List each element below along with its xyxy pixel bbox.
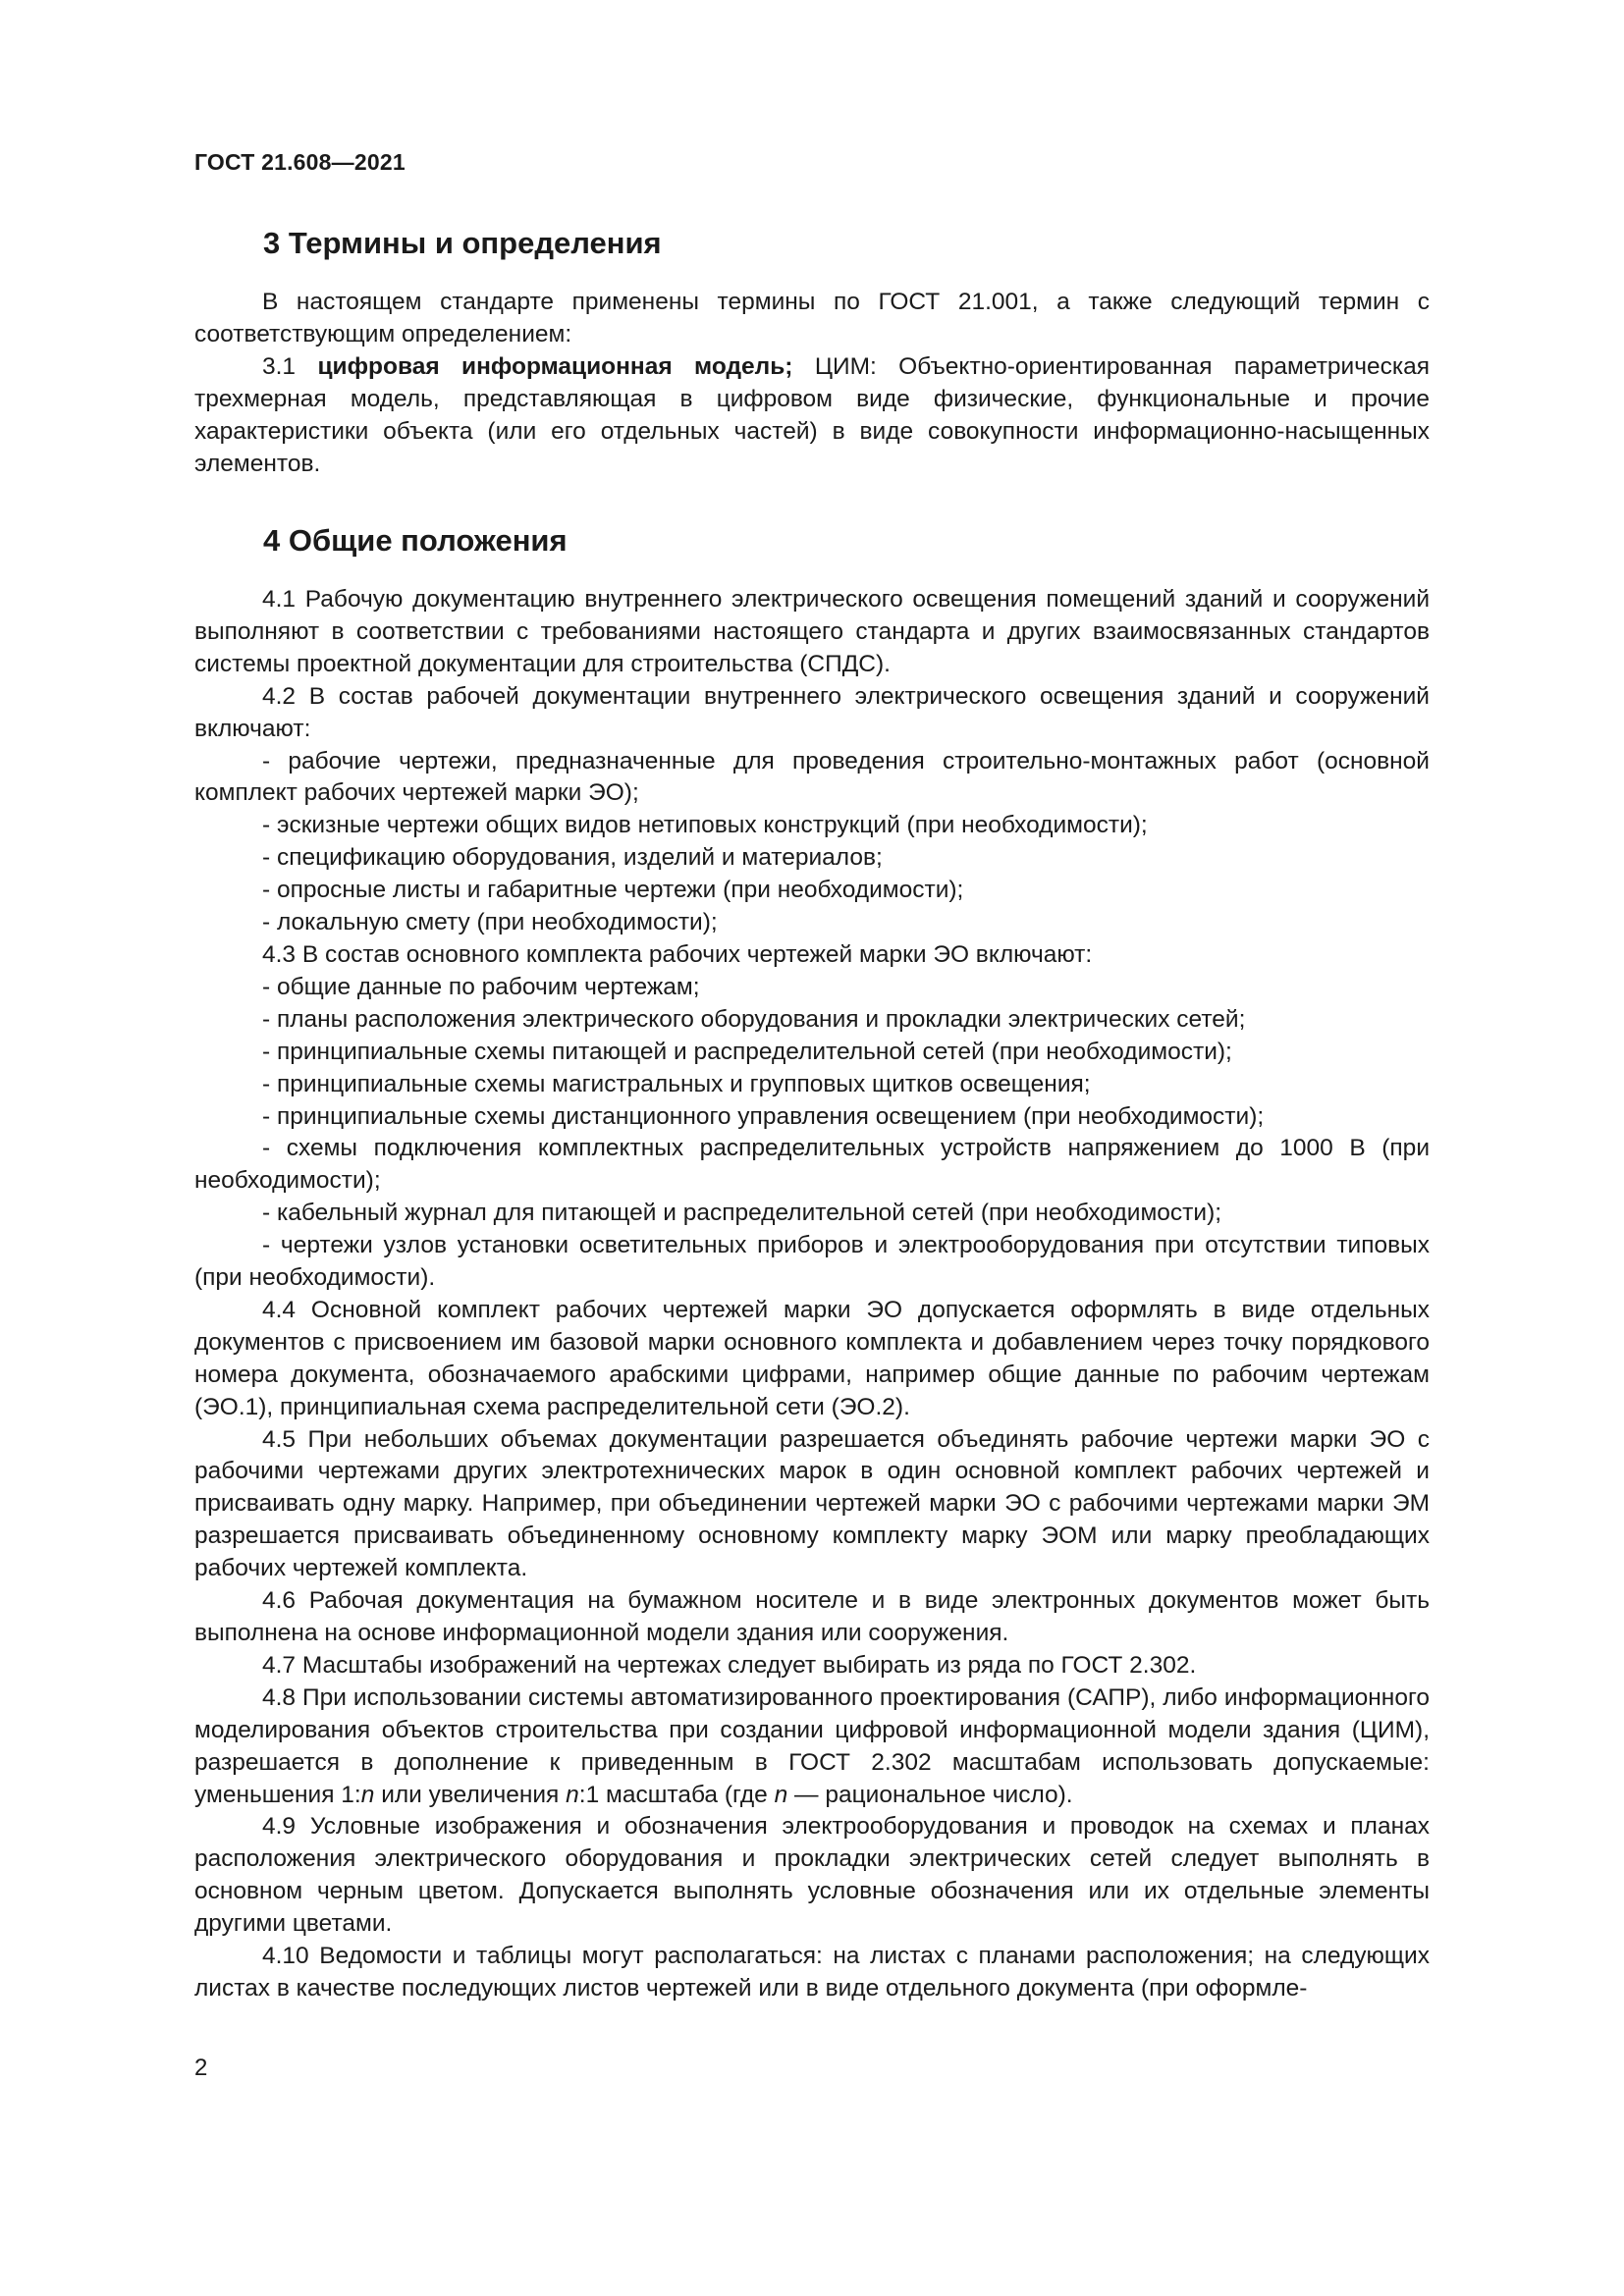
list-item: - спецификацию оборудования, изделий и материалов; (262, 844, 883, 872)
section-3-intro: В настоящем стандарте применены термины по ГОСТ 21.001, а также следующий термин с соответствующим определением: (194, 289, 1430, 347)
list-item: - рабочие чертежи, предназначенные для проведения строительно-монтажных работ (основной комплект рабочих чертежей марки ЭО); (194, 747, 1430, 807)
section-3-body (194, 287, 1430, 480)
paragraph: 4.4 Основной комплект рабочих чертежей марки ЭО допускается оформлять в виде отдельных документов с присвоением им базовой марки основного комплекта и добавлением через точку порядкового номера документа, обозначаемого арабскими цифрами, например общие данные по рабочим чертежам (ЭО.1), принципиальная схема распределительной сети (ЭО.2). (194, 1296, 1430, 1420)
term-definition-text: ЦИМ: Объектно-ориентированная параметрическая трехмерная модель, представляющая в цифровом виде физические, функциональные и прочие характеристики объекта (или его отдельных частей) в виде совокупности информационно-насыщенных элементов. (194, 352, 1431, 477)
list-item: - принципиальные схемы дистанционного управления освещением (при необходимости); (262, 1102, 1265, 1130)
paragraph: 4.5 При небольших объемах документации разрешается объединять рабочие чертежи марки ЭО с рабочими чертежами других электротехнических марок в один основной комплект рабочих чертежей и присваивать одну марку. Например, при объединении чертежей марки ЭО с рабочими чертежами марки ЭМ разрешается присваивать объединенному основному комплекту марку ЭОМ или марку преобладающих рабочих чертежей комплекта. (194, 1425, 1430, 1582)
list-item: - схемы подключения комплектных распределительных устройств напряжением до 1000 В (при необходимости); (194, 1135, 1430, 1195)
paragraph: 4.3 В состав основного комплекта рабочих чертежей марки ЭО включают: (262, 940, 1093, 968)
term-number: 3.1 (262, 352, 297, 380)
paragraph: 4.10 Ведомости и таблицы могут располагаться: на листах с планами расположения; на следующих листах в качестве последующих листов чертежей или в виде отдельного документа (при оформле- (194, 1943, 1430, 2002)
document-designation: ГОСТ 21.608—2021 (194, 149, 406, 175)
term-definition-3-1 (194, 351, 1430, 481)
section-4-body (194, 584, 1430, 2005)
section-3-title: 3 Термины и определения (263, 226, 662, 260)
list-item: - эскизные чертежи общих видов нетиповых конструкций (при необходимости); (262, 812, 1148, 839)
list-item: - принципиальные схемы питающей и распределительной сетей (при необходимости); (262, 1038, 1232, 1065)
paragraph: 4.9 Условные изображения и обозначения электрооборудования и проводок на схемах и планах расположения электрического оборудования и прокладки электрических сетей следует выполнять в основном черным цветом. Допускается выполнять условные обозначения или их отдельные элементы другими цветами. (194, 1813, 1430, 1938)
list-item: - планы расположения электрического оборудования и прокладки электрических сетей; (262, 1005, 1246, 1033)
page-number: 2 (194, 2055, 208, 2081)
list-item: - общие данные по рабочим чертежам; (262, 973, 700, 1000)
list-item: - кабельный журнал для питающей и распределительной сетей (при необходимости); (262, 1200, 1222, 1227)
section-4-title: 4 Общие положения (263, 523, 568, 558)
paragraph: 4.6 Рабочая документация на бумажном носителе и в виде электронных документов может быть выполнена на основе информационной модели здания или сооружения. (194, 1587, 1430, 1646)
paragraph-4-8: 4.8 При использовании системы автоматизированного проектирования (САПР), либо информационного моделирования объектов строительства при создании цифровой информационной модели здания (ЦИМ), разрешается в дополнение к приведенным в ГОСТ 2.302 масштабам использовать допускаемые: уменьшения 1:n или увеличения n:1 масштаба (где n — рациональное число). (194, 1683, 1430, 1808)
paragraph: 4.2 В состав рабочей документации внутреннего электрического освещения зданий и сооружений включают: (194, 682, 1430, 742)
term-name: цифровая информационная модель; (317, 352, 793, 380)
paragraph: 4.1 Рабочую документацию внутреннего электрического освещения помещений зданий и сооружений выполняют в соответствии с требованиями настоящего стандарта и других взаимосвязанных стандартов системы проектной документации для строительства (СПДС). (194, 586, 1430, 677)
list-item: - принципиальные схемы магистральных и групповых щитков освещения; (262, 1070, 1091, 1097)
list-item: - опросные листы и габаритные чертежи (при необходимости); (262, 877, 964, 904)
paragraph: 4.7 Масштабы изображений на чертежах следует выбирать из ряда по ГОСТ 2.302. (262, 1651, 1197, 1679)
list-item: - чертежи узлов установки осветительных приборов и электрооборудования при отсутствии типовых (при необходимости). (194, 1232, 1430, 1292)
list-item: - локальную смету (при необходимости); (262, 909, 718, 936)
